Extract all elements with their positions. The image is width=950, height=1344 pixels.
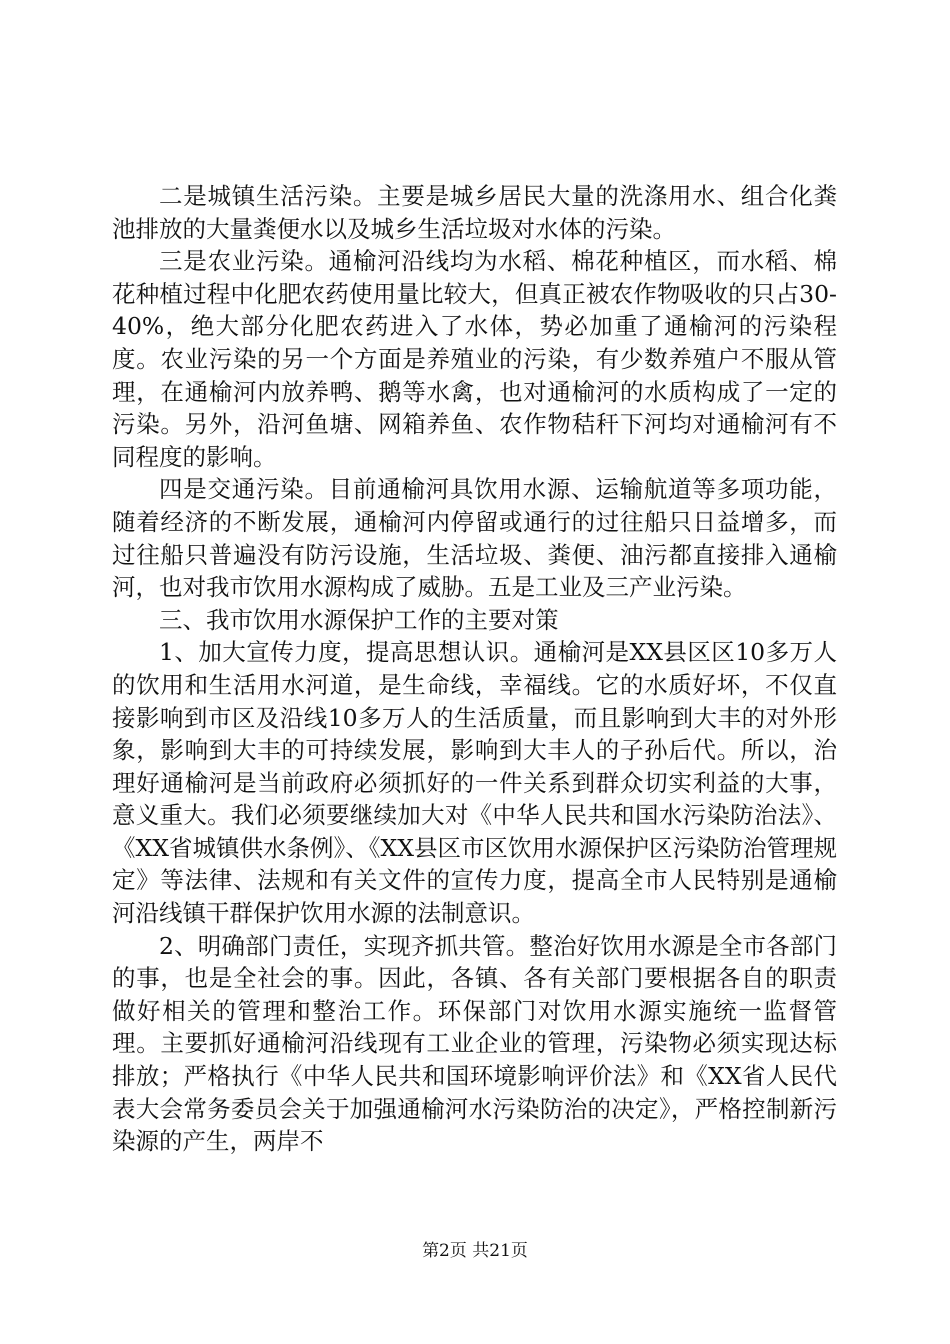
paragraph-agricultural-pollution: 三是农业污染。通榆河沿线均为水稻、棉花种植区，而水稻、棉花种植过程中化肥农药使用量比较大，但真正被农作物吸收的只占30-40%，绝大部分化肥农药进入了水体，势必加重了通榆河的污染程度。农业污染的另一个方面是养殖业的污染，有少数养殖户不服从管理，在通榆河内放养鸭、鹅等水禽，也对通榆河的水质构成了一定的污染。另外，沿河鱼塘、网箱养鱼、农作物秸秆下河均对通榆河有不同程度的影响。	[112, 247, 837, 471]
paragraph-department-responsibility: 2、明确部门责任，实现齐抓共管。整治好饮用水源是全市各部门的事，也是全社会的事。因此，各镇、各有关部门要根据各自的职责做好相关的管理和整治工作。环保部门对饮用水源实施统一监督管理。主要抓好通榆河沿线现有工业企业的管理，污染物必须实现达标排放；严格执行《中华人民共和国环境影响评价法》和《XX省人民代表大会常务委员会关于加强通榆河水污染防治的决定》，严格控制新污染源的产生，两岸不	[112, 931, 837, 1156]
document-body	[112, 180, 837, 1158]
paragraph-publicity: 1、加大宣传力度，提高思想认识。通榆河是XX县区区10多万人的饮用和生活用水河道，是生命线，幸福线。它的水质好坏，不仅直接影响到市区及沿线10多万人的生活质量，而且影响到大丰的对外形象，影响到大丰的可持续发展，影响到大丰人的子孙后代。所以，治理好通榆河是当前政府必须抓好的一件关系到群众切实利益的大事，意义重大。我们必须要继续加大对《中华人民共和国水污染防治法》、《XX省城镇供水条例》、《XX县区市区饮用水源保护区污染防治管理规定》等法律、法规和有关文件的宣传力度，提高全市人民特别是通榆河沿线镇干群保护饮用水源的法制意识。	[112, 638, 837, 928]
section-heading-countermeasures: 三、我市饮用水源保护工作的主要对策	[159, 605, 559, 634]
page-number-footer: 第2页 共21页	[422, 1241, 528, 1261]
paragraph-urban-pollution: 二是城镇生活污染。主要是城乡居民大量的洗涤用水、组合化粪池排放的大量粪便水以及城乡生活垃圾对水体的污染。	[112, 182, 837, 243]
paragraph-traffic-pollution: 四是交通污染。目前通榆河具饮用水源、运输航道等多项功能，随着经济的不断发展，通榆河内停留或通行的过往船只日益增多，而过往船只普遍没有防污设施，生活垃圾、粪便、油污都直接排入通榆河，也对我市饮用水源构成了威胁。五是工业及三产业污染。	[112, 475, 837, 602]
